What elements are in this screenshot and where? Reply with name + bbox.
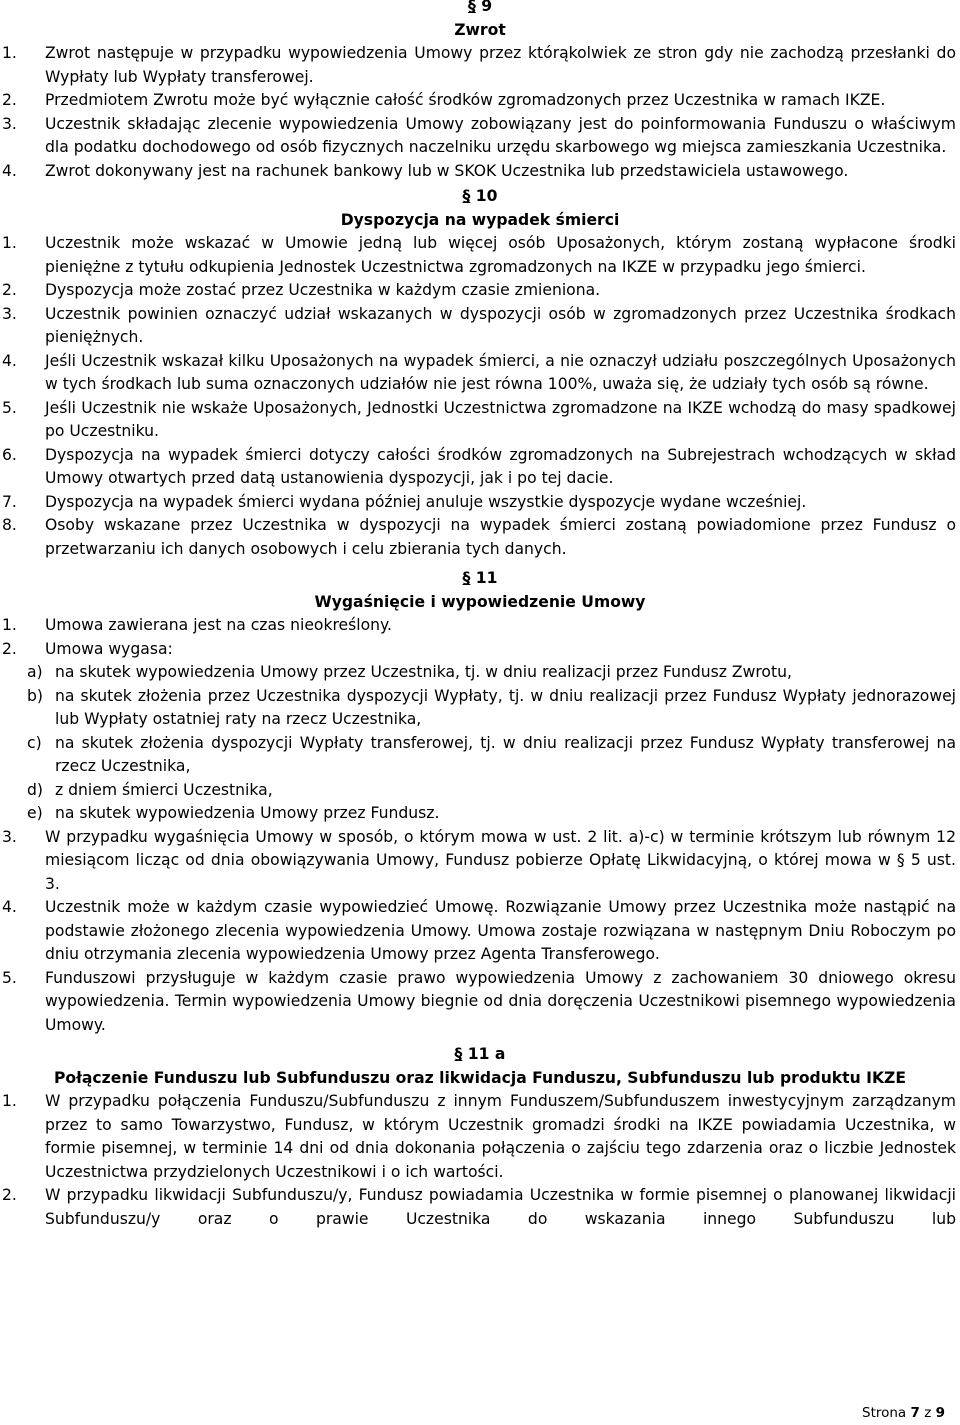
section-title: Zwrot <box>454 20 506 39</box>
list-item <box>0 350 960 397</box>
list-item <box>0 1090 960 1184</box>
section-11-heading <box>0 567 960 614</box>
list-item <box>0 826 960 897</box>
section-number-value: 11 a <box>467 1045 506 1063</box>
item-text: Funduszowi przysługuje w każdym czasie prawo wypowiedzenia Umowy z zachowaniem 30 dniowego okresu wypowiedzenia. Termin wypowiedzenia Umowy biegnie od dnia doręczenia Uczestnikowi pisemnego wypowiedzenia Umowy. <box>45 968 956 1034</box>
letter-label: b) <box>27 686 43 705</box>
item-number: 3. <box>2 304 17 323</box>
item-number: 4. <box>2 351 17 370</box>
item-text: Dyspozycja na wypadek śmierci dotyczy całości środków zgromadzonych na Subrejestrach wchodzących w skład Umowy otwartych przed datą ustanowienia dyspozycji, jak i po tej dacie. <box>45 445 956 487</box>
section-number <box>0 0 960 19</box>
item-text: Dyspozycja na wypadek śmierci wydana później anuluje wszystkie dyspozycje wydane wcześniej. <box>45 492 807 511</box>
section-11a-heading <box>0 1043 960 1090</box>
item-number: 3. <box>2 827 17 846</box>
item-number: 2. <box>2 281 17 299</box>
letter-label: a) <box>27 663 43 681</box>
current-page-number: 7 <box>910 1405 920 1421</box>
item-number: 5. <box>2 398 17 417</box>
item-number: 2. <box>2 91 17 109</box>
list-item <box>0 514 960 561</box>
letter-item <box>0 661 956 685</box>
item-text: Uczestnik powinien oznaczyć udział wskazanych w dyspozycji osób w zgromadzonych przez Uczestnika środkach pieniężnych. <box>45 304 956 346</box>
item-text: Umowa zawierana jest na czas nieokreślony. <box>45 616 392 634</box>
letter-item <box>0 732 956 779</box>
item-text: W przypadku wygaśnięcia Umowy w sposób, o którym mowa w ust. 2 lit. a)-c) w terminie krótszym lub równym 12 miesiącom licząc od dnia obowiązywania Umowy, Fundusz pobierze Opłatę Likwidacyjną, o której mowa w § 5 ust. 3. <box>45 827 956 893</box>
letter-label: d) <box>27 780 43 799</box>
letter-item <box>0 802 956 826</box>
letter-text: na skutek wypowiedzenia Umowy przez Uczestnika, tj. w dniu realizacji przez Fundusz Zwrotu, <box>55 663 792 681</box>
section-number <box>0 1043 960 1067</box>
item-number: 1. <box>2 616 17 634</box>
section-9-list <box>0 42 960 183</box>
list-item <box>0 967 960 1038</box>
letter-label: c) <box>27 733 42 752</box>
item-number: 1. <box>2 234 17 252</box>
section-number <box>0 567 960 591</box>
list-item <box>0 444 960 491</box>
section-number-value: 9 <box>481 0 493 15</box>
item-text: W przypadku likwidacji Subfunduszu/y, Fundusz powiadamia Uczestnika w formie pisemnej o planowanej likwidacji Subfunduszu/y oraz o prawie Uczestnika do wskazania innego Subfunduszu lub <box>45 1186 956 1228</box>
page-label: Strona <box>862 1405 907 1421</box>
section-title: Dyspozycja na wypadek śmierci <box>340 210 620 229</box>
item-number: 6. <box>2 445 17 464</box>
list-item <box>0 1184 960 1231</box>
list-item <box>0 491 960 515</box>
item-text: Jeśli Uczestnik wskazał kilku Uposażonych na wypadek śmierci, a nie oznaczył udziału poszczególnych Uposażonych w tych środkach lub suma oznaczonych udziałów nie jest równa 100%, uważa się, że udziały tych osób są równe. <box>45 351 956 393</box>
page-separator: z <box>924 1405 932 1421</box>
list-item <box>0 89 960 113</box>
list-item <box>0 303 960 350</box>
list-item <box>0 160 960 184</box>
item-text: W przypadku połączenia Funduszu/Subfunduszu z innym Funduszem/Subfunduszem inwestycyjnym zarządzanym przez to samo Towarzystwo, Fundusz, w którym Uczestnik gromadzi środki na IKZE powiadamia Uczestnika, w formie pisemnej, w terminie 14 dni od dnia dokonania połączenia o zajściu tego zdarzenia oraz o liczbie Jednostek Uczestnictwa przydzielonych Uczestnikowi i o ich wartości. <box>45 1092 956 1181</box>
item-number: 2. <box>2 1186 17 1204</box>
list-item <box>0 896 960 967</box>
list-item <box>0 279 960 303</box>
item-text: Osoby wskazane przez Uczestnika w dyspozycji na wypadek śmierci zostaną powiadomione przez Fundusz o przetwarzaniu ich danych osobowych i celu zbierania tych danych. <box>45 516 956 558</box>
section-10-list <box>0 232 960 561</box>
section-number-value: 10 <box>475 187 498 205</box>
list-item <box>0 42 960 89</box>
letter-text: na skutek złożenia przez Uczestnika dyspozycji Wypłaty, tj. w dniu realizacji przez Fundusz Wypłaty jednorazowej lub Wypłaty ostatniej raty na rzecz Uczestnika, <box>55 686 956 728</box>
section-number <box>0 185 960 209</box>
section-11a-list <box>0 1090 960 1231</box>
letter-label: e) <box>27 804 43 822</box>
section-10-heading <box>0 185 960 232</box>
letter-text: na skutek złożenia dyspozycji Wypłaty transferowej, tj. w dniu realizacji przez Fundusz Wypłaty transferowej na rzecz Uczestnika, <box>55 733 956 775</box>
item-number: 4. <box>2 898 17 916</box>
section-title: Wygaśnięcie i wypowiedzenie Umowy <box>314 592 646 611</box>
item-number: 1. <box>2 44 17 62</box>
section-sign: § <box>462 569 471 587</box>
item-text: Uczestnik może w każdym czasie wypowiedzieć Umowę. Rozwiązanie Umowy przez Uczestnika może nastąpić na podstawie złożonego zlecenia wypowiedzenia Umowy. Umowa zostaje rozwiązana w następnym Dniu Roboczym po dniu otrzymania zlecenia wypowiedzenia Umowy przez Agenta Transferowego. <box>45 898 956 963</box>
item-text: Dyspozycja może zostać przez Uczestnika w każdym czasie zmieniona. <box>45 281 601 299</box>
item-text: Uczestnik składając zlecenie wypowiedzenia Umowy zobowiązany jest do poinformowania Funduszu o właściwym dla podatku dochodowego od osób fizycznych naczelniku urzędu skarbowego wg miejsca zamieszkania Uczestnika. <box>45 114 956 156</box>
list-item <box>0 232 960 279</box>
expiry-reasons-list <box>0 661 956 826</box>
total-pages-number: 9 <box>935 1405 946 1421</box>
list-item <box>0 614 960 638</box>
letter-item <box>0 779 956 803</box>
section-sign: § <box>454 1045 463 1063</box>
section-number-value: 11 <box>475 569 498 587</box>
letter-item <box>0 685 956 732</box>
letter-text: z dniem śmierci Uczestnika, <box>55 780 273 799</box>
list-item <box>0 113 960 160</box>
section-title: Połączenie Funduszu lub Subfunduszu oraz likwidacja Funduszu, Subfunduszu lub produktu IKZE <box>53 1068 907 1087</box>
item-number: 7. <box>2 492 17 511</box>
list-item <box>0 638 960 826</box>
item-number: 2. <box>2 639 17 658</box>
section-sign: § <box>467 0 476 15</box>
page-footer <box>862 1404 945 1422</box>
section-9-heading <box>0 0 960 42</box>
letter-text: na skutek wypowiedzenia Umowy przez Fundusz. <box>55 804 440 822</box>
item-text: Przedmiotem Zwrotu może być wyłącznie całość środków zgromadzonych przez Uczestnika w ramach IKZE. <box>45 91 886 109</box>
item-number: 3. <box>2 114 17 133</box>
item-number: 8. <box>2 516 17 534</box>
item-text: Zwrot dokonywany jest na rachunek bankowy lub w SKOK Uczestnika lub przedstawiciela ustawowego. <box>45 161 849 180</box>
item-number: 1. <box>2 1092 17 1110</box>
item-text: Uczestnik może wskazać w Umowie jedną lub więcej osób Uposażonych, którym zostaną wypłacone środki pieniężne z tytułu odkupienia Jednostek Uczestnictwa zgromadzonych na IKZE w przypadku jego śmierci. <box>45 234 956 276</box>
item-text: Umowa wygasa: <box>45 639 173 658</box>
section-11-list <box>0 614 960 1037</box>
item-number: 4. <box>2 161 17 180</box>
item-text: Zwrot następuje w przypadku wypowiedzenia Umowy przez którąkolwiek ze stron gdy nie zachodzą przesłanki do Wypłaty lub Wypłaty transferowej. <box>45 44 956 86</box>
list-item <box>0 397 960 444</box>
section-sign: § <box>462 187 471 205</box>
item-text: Jeśli Uczestnik nie wskaże Uposażonych, Jednostki Uczestnictwa zgromadzone na IKZE wchodzą do masy spadkowej po Uczestniku. <box>45 398 956 440</box>
item-number: 5. <box>2 968 17 987</box>
